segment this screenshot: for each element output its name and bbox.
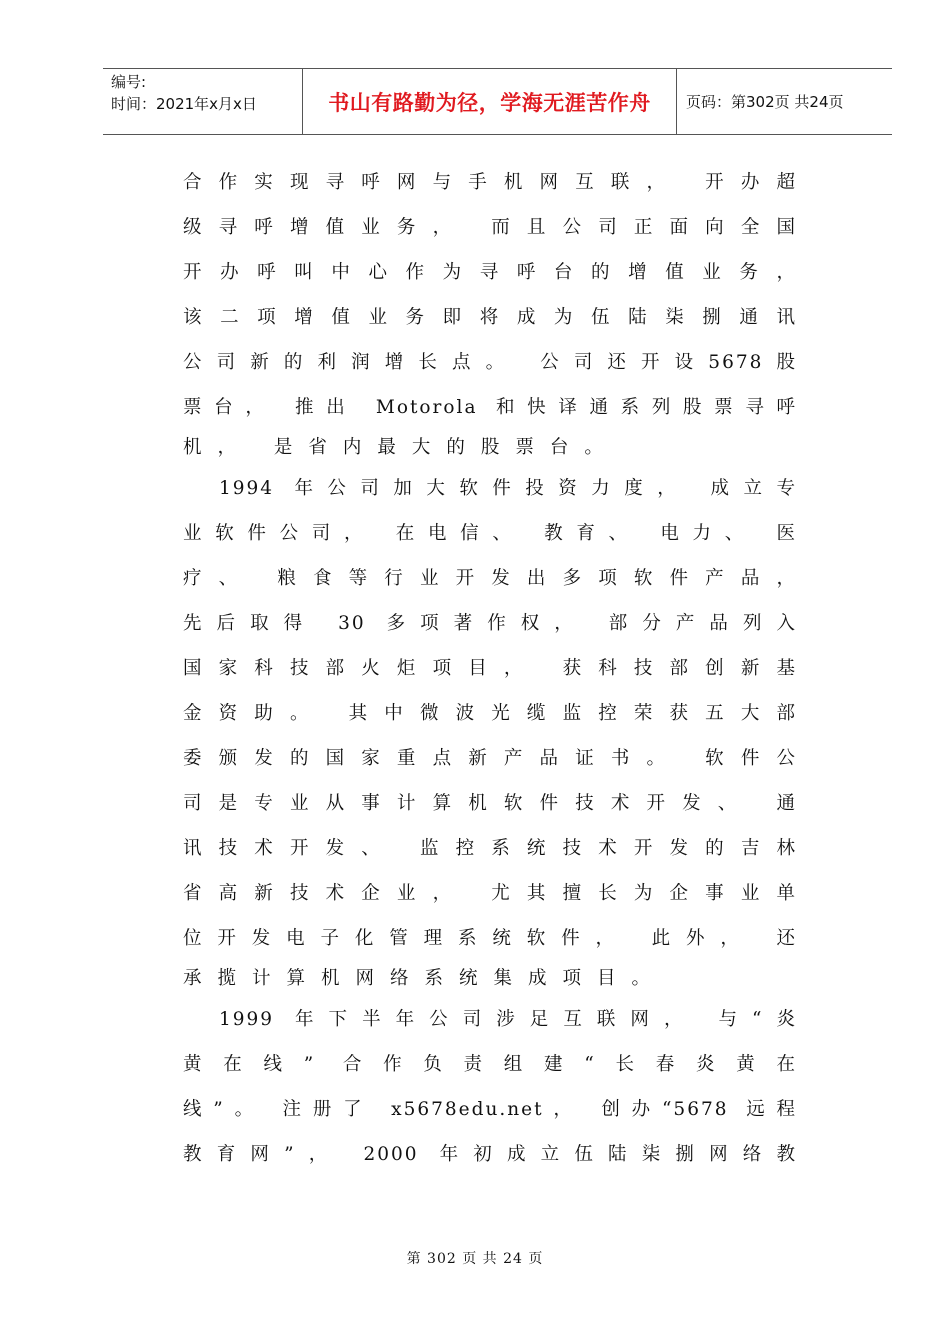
body-line: 线”。 注册了 x5678edu.net， 创办“5678 远程 — [183, 1099, 797, 1120]
body-line: 公司新的利润增长点。 公司还开设5678股 — [183, 352, 797, 373]
body-line: 票台， 推出 Motorola 和快译通系列股票寻呼 — [183, 397, 797, 418]
body-line: 司是专业从事计算机软件技术开发、 通 — [183, 793, 797, 814]
page-header — [103, 68, 892, 135]
header-page-label: 页码：第302页 共24页 — [686, 93, 844, 111]
body-line: 黄在线” 合作负责组建“长春炎黄在 — [183, 1054, 797, 1075]
header-meta — [103, 69, 303, 134]
time-label: 时间：2021年x月x日 — [111, 95, 257, 113]
body-line: 1999 年下半年公司涉足互联网， 与“炎 — [219, 1009, 797, 1030]
body-line: 合作实现寻呼网与手机网互联， 开办超 — [183, 172, 797, 193]
body-line: 该二项增值业务即将成为伍陆柒捌通讯 — [183, 307, 797, 328]
body-line: 承揽计算机网络系统集成项目。 — [183, 968, 667, 989]
body-line: 讯技术开发、 监控系统技术开发的吉林 — [183, 838, 797, 859]
body-line: 1994 年公司加大软件投资力度， 成立专 — [219, 478, 797, 499]
body-line: 级寻呼增值业务， 而且公司正面向全国 — [183, 217, 797, 238]
body-line: 疗、 粮食等行业开发出多项软件产品， — [183, 568, 797, 589]
body-line: 业软件公司， 在电信、 教育、 电力、 医 — [183, 523, 797, 544]
body-line: 位开发电子化管理系统软件， 此外， 还 — [183, 928, 797, 949]
body-line: 委颁发的国家重点新产品证书。 软件公 — [183, 748, 797, 769]
document-body — [183, 160, 797, 1177]
body-line: 省高新技术企业， 尤其擅长为企事业单 — [183, 883, 797, 904]
body-line: 先后取得 30 多项著作权， 部分产品列入 — [183, 613, 797, 634]
header-slogan: 书山有路勤为径，学海无涯苦作舟 — [303, 69, 677, 134]
body-line: 国家科技部火炬项目， 获科技部创新基 — [183, 658, 797, 679]
code-label: 编号: — [111, 73, 147, 91]
body-line: 开办呼叫中心作为寻呼台的增值业务， — [183, 262, 797, 283]
body-line: 机， 是省内最大的股票台。 — [183, 437, 619, 458]
body-line: 金资助。 其中微波光缆监控荣获五大部 — [183, 703, 797, 724]
body-line: 教育网”， 2000 年初成立伍陆柒捌网络教 — [183, 1144, 797, 1165]
page-footer: 第 302 页 共 24 页 — [406, 1251, 544, 1267]
